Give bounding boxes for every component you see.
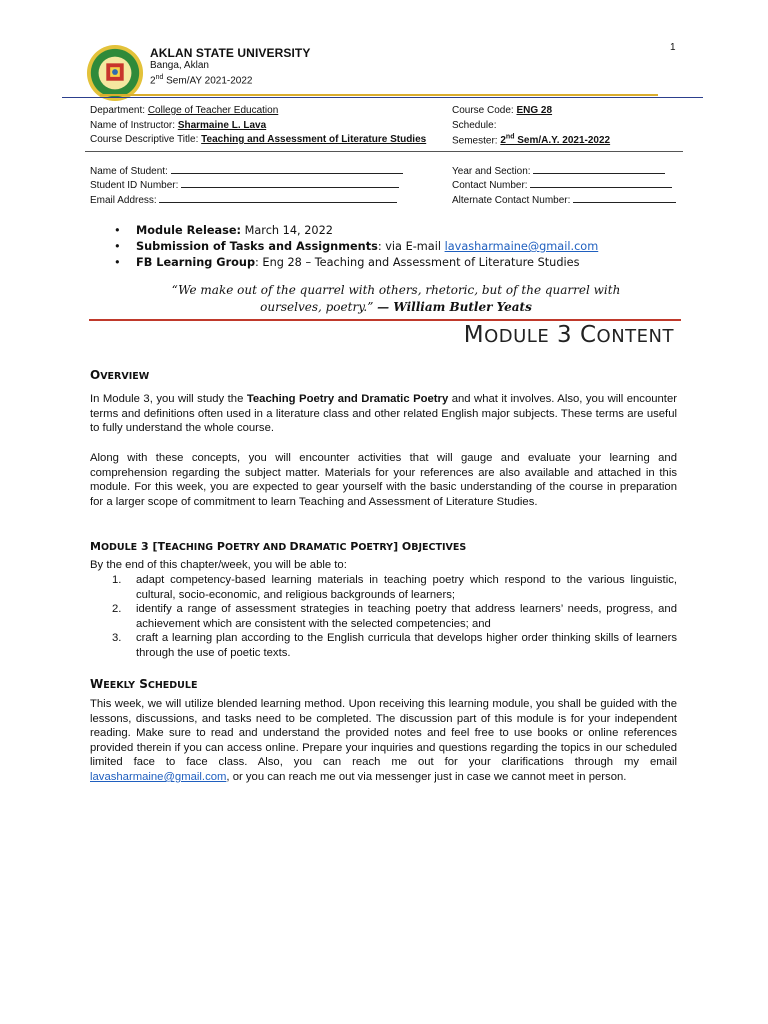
alt-contact-field: Alternate Contact Number: [452, 193, 676, 206]
overview-paragraph-1: In Module 3, you will study the Teaching Poetry and Dramatic Poetry and what it involves. Also, you will encounter terms and definitions often used in a literature class and other related English major subjects. These terms are useful to fully understand the whole course. [90, 393, 677, 435]
header-gold-rule [100, 94, 658, 96]
weekly-schedule-heading: WEEKLY SCHEDULE [90, 677, 198, 691]
module-info-list [114, 223, 598, 271]
instructor-row: Name of Instructor: Sharmaine L. Lava [90, 120, 267, 131]
list-item: 2. identify a range of assessment strategies in teaching poetry that address learners’ needs, progress, and achievement which are consistent with the selected competencies; and [112, 603, 677, 630]
list-item: • FB Learning Group: Eng 28 – Teaching and Assessment of Literature Studies [114, 256, 580, 269]
module-title: MODULE 3 CONTENT [463, 322, 674, 348]
email-field: Email Address: [90, 193, 397, 206]
year-section-field: Year and Section: [452, 164, 665, 177]
objectives-list [90, 573, 677, 661]
contact-number-field: Contact Number: [452, 178, 672, 191]
section-divider [85, 151, 683, 152]
schedule-row: Schedule: [452, 120, 497, 131]
university-name: AKLAN STATE UNIVERSITY [150, 46, 311, 60]
objectives-intro: By the end of this chapter/week, you will be able to: [90, 559, 347, 571]
year-section-blank[interactable] [533, 164, 665, 174]
page-number: 1 [670, 42, 676, 53]
student-name-blank[interactable] [171, 164, 403, 174]
student-id-blank[interactable] [181, 178, 399, 188]
semester-row: Semester: 2nd Sem/A.Y. 2021-2022 [452, 134, 611, 147]
contact-number-blank[interactable] [530, 178, 672, 188]
quote-author: — William Butler Yeats [377, 300, 532, 314]
student-name-field: Name of Student: [90, 164, 403, 177]
list-item: 1. adapt competency-based learning materials in teaching poetry which respond to the various linguistic, cultural, socio-economic, and religious backgrounds of learners; [112, 574, 677, 601]
list-item: • Module Release: March 14, 2022 [114, 224, 333, 237]
epigraph-quote: “We make out of the quarrel with others, rhetoric, but of the quarrel with ourselves, poetry.” — William Butler Yeats [171, 283, 621, 314]
email-blank[interactable] [159, 193, 397, 203]
weekly-schedule-paragraph: This week, we will utilize blended learning method. Upon receiving this learning module, you shall be guided with the lessons, discussions, and tasks need to be completed. The discussion part of this module is for your independent reading. Make sure to read and understand the provided notes and feel free to use books or online references provided therein if you can access online. Prepare your inquiries and questions regarding the topics in our scheduled limited face to face class. Also, you can reach me out for your clarifications through my email lavasharmaine@gmail.com, or you can reach me out via messenger just in case we cannot meet in person. [90, 698, 677, 783]
overview-heading: OVERVIEW [90, 368, 150, 382]
objectives-heading: MODULE 3 [TEACHING POETRY AND DRAMATIC POETRY] OBJECTIVES [90, 540, 467, 553]
list-item: • Submission of Tasks and Assignments: via E-mail lavasharmaine@gmail.com [114, 240, 599, 253]
overview-paragraph-2: Along with these concepts, you will encounter activities that will gauge and evaluate your learning and comprehension regarding the subject matter. Materials for your references are also available and attached in this module. For this week, you are expected to gear yourself with the basic understanding of the course in preparation for a larger scope of commitment to learn Teaching and Assessment of Literature Studies. [90, 452, 677, 508]
bullet-icon: • [114, 240, 121, 253]
student-id-field: Student ID Number: [90, 178, 399, 191]
email-link[interactable]: lavasharmaine@gmail.com [444, 240, 599, 253]
department-row: Department: College of Teacher Education [90, 105, 279, 116]
header-blue-rule [62, 97, 703, 98]
university-header [150, 46, 310, 87]
email-link[interactable]: lavasharmaine@gmail.com [90, 770, 227, 783]
course-title-row: Course Descriptive Title: Teaching and Assessment of Literature Studies [90, 134, 427, 145]
semester-year: 2nd Sem/AY 2021-2022 [150, 74, 253, 87]
bullet-icon: • [114, 224, 121, 237]
title-rule [89, 319, 681, 321]
alt-contact-blank[interactable] [573, 193, 676, 203]
bullet-icon: • [114, 256, 121, 269]
course-code-row: Course Code: ENG 28 [452, 105, 553, 116]
university-location: Banga, Aklan [150, 60, 209, 71]
list-item: 3. craft a learning plan according to the English curricula that develops higher order thinking skills of learners through the use of poetic texts. [112, 632, 677, 659]
